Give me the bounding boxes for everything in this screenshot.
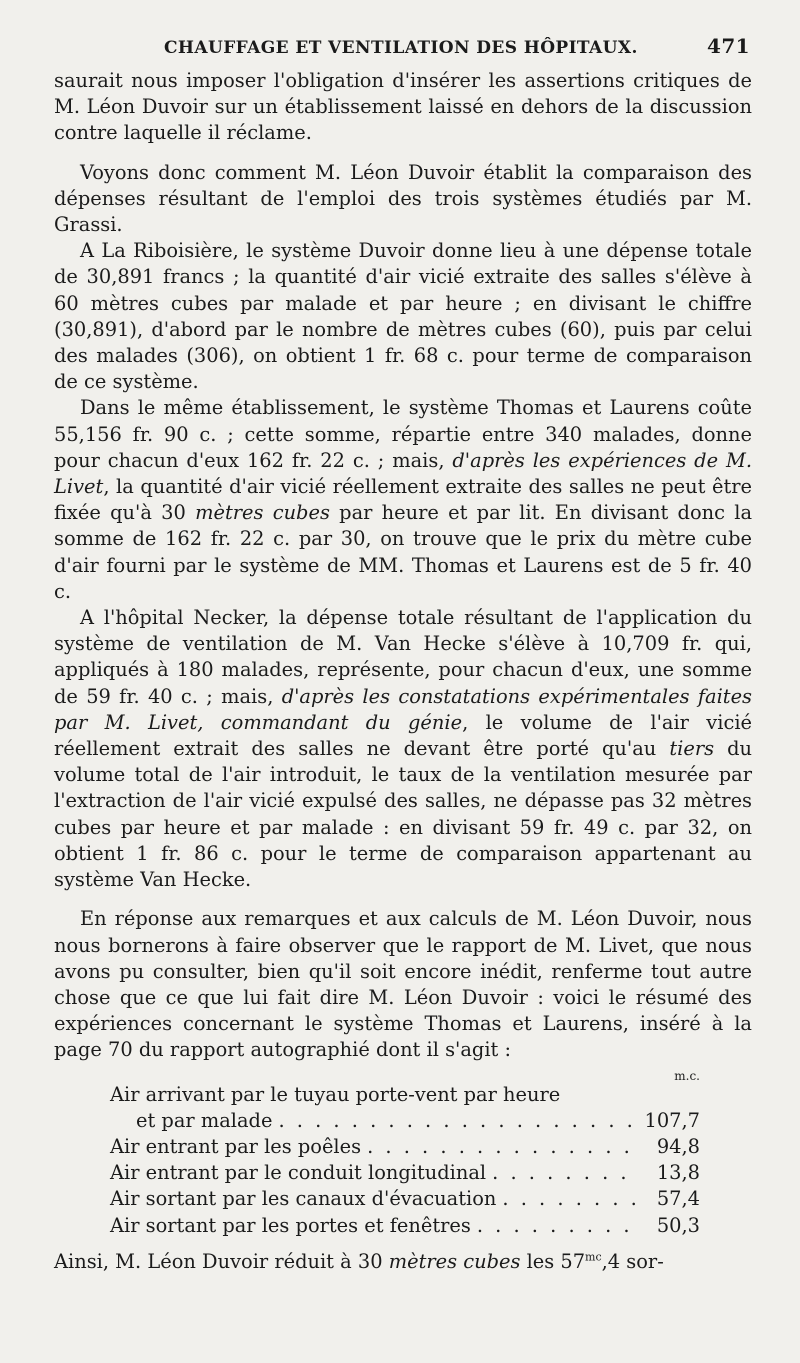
paragraph-response: En réponse aux remarques et aux calculs de M. Léon Duvoir, nous nous bornerons à faire observer que le rapport de M. Livet, que nous avons pu consulter, bien qu'il soit encore inédit, renferme tout autre chose que ce que lui fait dire M. Léon Duvoir : voici le résumé des expériences concernant le système Thomas et Laurens, inséré à la page 70 du rapport autographié dont il s'agit : bbox=[54, 907, 752, 1062]
paragraph-lariboisiere: A La Riboisière, le système Duvoir donne lieu à une dépense totale de 30,891 francs ; la quantité d'air vicié extraite des salles s'élève à 60 mètres cubes par malade et par heure ; en divisant le chiffre (30,891), d'abord par le nombre de mètres cubes (60), puis par celui des malades (306), on obtient 1 fr. 68 c. pour terme de comparaison de ce système. bbox=[54, 239, 752, 394]
row-label: Air entrant par les poêles bbox=[110, 1134, 362, 1158]
page-number: 471 bbox=[707, 34, 750, 58]
dot-leader bbox=[496, 1186, 640, 1212]
row-value: 50,3 bbox=[656, 1213, 700, 1237]
paragraph-continuation: saurait nous imposer l'obligation d'insérer les assertions critiques de M. Léon Duvoir sur un établissement laissé en dehors de la discussion contre laquelle il réclame. bbox=[54, 69, 752, 145]
table-row bbox=[110, 1186, 700, 1212]
row-label: et par malade bbox=[136, 1108, 273, 1132]
text-span: , le volume de l'air vicié réellement extrait des salles ne devant être porté qu'au bbox=[54, 710, 752, 761]
italic-span: d'après les expériences de M. Livet bbox=[54, 448, 752, 499]
body-text bbox=[54, 68, 752, 1064]
running-title: CHAUFFAGE ET VENTILATION DES HÔPITAUX. bbox=[164, 38, 638, 58]
dot-leader bbox=[471, 1213, 640, 1239]
text-span: du volume total de l'air introduit, le taux de la ventilation mesurée par l'extraction de l'air vicié expulsé des salles, ne dépasse pas 32 mètres cubes par heure et par malade : en divisant 59 fr. 49 c. par 32, on obtient 1 fr. 86 c. pour le terme de comparaison appartenant au système Van Hecke. bbox=[54, 737, 752, 892]
italic-span: tiers bbox=[669, 737, 715, 761]
table-row bbox=[110, 1082, 700, 1108]
closing-line bbox=[54, 1249, 752, 1275]
text-span: , la quantité d'air vicié réellement extraite des salles ne peut être fixée qu'à 30 bbox=[54, 475, 752, 525]
table-row bbox=[110, 1108, 700, 1134]
row-value: 13,8 bbox=[656, 1161, 700, 1185]
text-span: par heure et par lit. En divisant donc la somme de 162 fr. 22 c. par 30, on trouve que le prix du mètre cube d'air fourni par le système de MM. Thomas et Laurens est de 5 fr. 40 c. bbox=[54, 501, 753, 603]
text-span: les 57 bbox=[520, 1249, 586, 1273]
paragraph-necker bbox=[54, 605, 752, 893]
paragraph-comparison: Voyons donc comment M. Léon Duvoir établit la comparaison des dépenses résultant de l'emploi des trois systèmes étudiés par M. Grassi. bbox=[54, 160, 752, 237]
italic-span: mètres cubes bbox=[388, 1249, 521, 1273]
table-row bbox=[110, 1160, 700, 1186]
row-value: 57,4 bbox=[656, 1187, 700, 1211]
text-span: Dans le même établissement, le système Thomas et Laurens coûte 55,156 fr. 90 c. ; cette somme, répartie entre 340 malades, donne pour chacun d'eux 162 fr. 22 c. ; mais, bbox=[54, 396, 752, 472]
row-label: Air entrant par le conduit longitudinal bbox=[110, 1161, 487, 1185]
table-row bbox=[110, 1134, 700, 1160]
row-label: Air sortant par les canaux d'évacuation bbox=[110, 1187, 497, 1211]
dot-leader bbox=[272, 1108, 640, 1134]
paragraph-thomas-laurens bbox=[54, 395, 752, 605]
unit-superscript: mc bbox=[585, 1250, 602, 1264]
row-value: 94,8 bbox=[656, 1134, 700, 1158]
row-label: Air sortant par les portes et fenêtres bbox=[110, 1213, 471, 1237]
table-row bbox=[110, 1213, 700, 1239]
text-span: Ainsi, M. Léon Duvoir réduit à 30 bbox=[54, 1249, 389, 1273]
text-span: A l'hôpital Necker, la dépense totale résultant de l'application du système de ventilation de M. Van Hecke s'élève à 10,709 fr. qui, appliqués à 180 malades, représente, pour chacun d'eux, une somme de 59 fr. 40 c. ; mais, bbox=[54, 606, 752, 708]
italic-span: mètres cubes bbox=[195, 501, 330, 525]
running-header bbox=[164, 34, 752, 58]
row-label: Air arrivant par le tuyau porte-vent par heure bbox=[110, 1082, 561, 1106]
text-span: ,4 sor- bbox=[601, 1249, 664, 1273]
dot-leader bbox=[361, 1134, 640, 1160]
dot-leader bbox=[486, 1160, 640, 1186]
unit-label: m.c. bbox=[674, 1068, 700, 1083]
row-value: 107,7 bbox=[644, 1108, 700, 1132]
italic-span: d'après les constatations expérimentales faites par M. Livet, commandant du génie bbox=[54, 684, 752, 734]
measurement-table bbox=[110, 1070, 700, 1239]
